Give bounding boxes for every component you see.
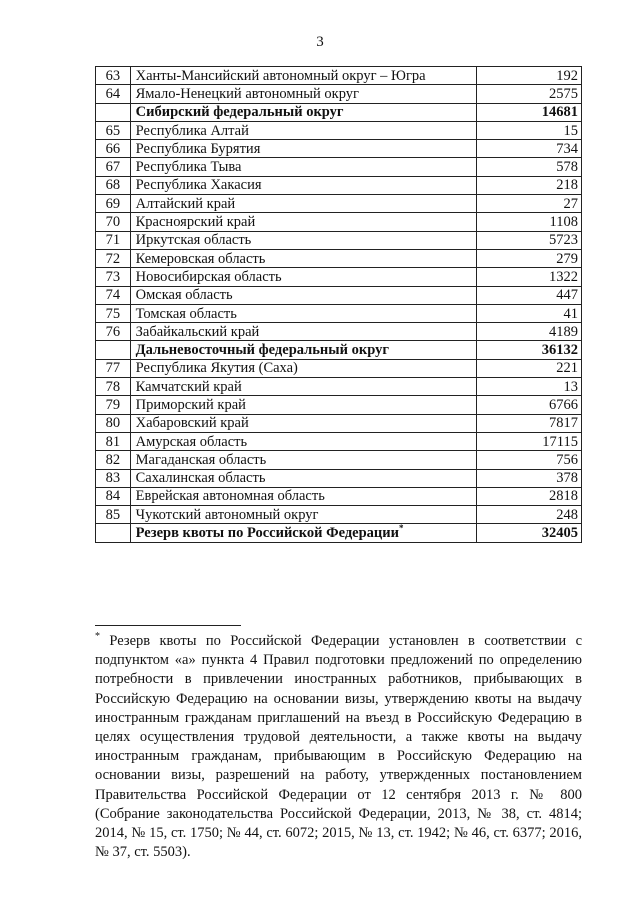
table-row — [96, 506, 582, 524]
row-number: 69 — [96, 195, 131, 213]
quota-value: 1108 — [477, 213, 582, 231]
table-row — [96, 176, 582, 194]
region-name-cell — [130, 103, 476, 121]
region-name-cell — [130, 121, 476, 139]
region-name-cell — [130, 286, 476, 304]
row-number: 85 — [96, 506, 131, 524]
quota-value: 41 — [477, 304, 582, 322]
region-name-cell — [130, 524, 476, 542]
page-number: 3 — [316, 34, 324, 50]
row-number: 78 — [96, 378, 131, 396]
region-name: Хабаровский край — [135, 415, 249, 432]
region-name: Камчатский край — [135, 378, 242, 395]
row-number: 83 — [96, 469, 131, 487]
row-number: 66 — [96, 140, 131, 158]
table-row — [96, 67, 582, 85]
quota-value: 279 — [477, 249, 582, 267]
region-name: Иркутская область — [135, 232, 252, 249]
region-name-cell — [130, 451, 476, 469]
quota-value: 1322 — [477, 268, 582, 286]
footnote — [95, 632, 582, 862]
quota-value: 13 — [477, 378, 582, 396]
quota-value: 218 — [477, 176, 582, 194]
region-name: Кемеровская область — [135, 250, 266, 267]
table-row — [96, 249, 582, 267]
table-row — [96, 378, 582, 396]
region-name: Красноярский край — [135, 214, 256, 231]
table-row — [96, 121, 582, 139]
row-number: 82 — [96, 451, 131, 469]
region-name: Магаданская область — [135, 451, 267, 468]
region-name: Ханты-Мансийский автономный округ – Югра — [135, 67, 426, 84]
row-number: 84 — [96, 487, 131, 505]
row-number: 68 — [96, 176, 131, 194]
row-number: 77 — [96, 359, 131, 377]
region-name: Томская область — [135, 305, 237, 322]
row-number: 79 — [96, 396, 131, 414]
table-row — [96, 396, 582, 414]
row-number: 75 — [96, 304, 131, 322]
table-row — [96, 414, 582, 432]
row-number: 67 — [96, 158, 131, 176]
quota-value: 734 — [477, 140, 582, 158]
table-row-subtotal — [96, 103, 582, 121]
region-name-cell — [130, 249, 476, 267]
row-number: 80 — [96, 414, 131, 432]
table-row — [96, 268, 582, 286]
table-row — [96, 158, 582, 176]
footnote-text: Резерв квоты по Российской Федерации установлен в соответствии с подпунктом «а» пункта 4 Правил подготовки предложений по определению потребности в привлечении иностранных работников, прибывающих в Российскую Федерацию на основании визы, утверждению квоты на выдачу иностранным гражданам приглашений на въезд в Российскую Федерацию в целях осуществления трудовой деятельности, а также квоты на выдачу иностранным гражданам, прибывающим в Российскую Федерацию на основании визы, разрешений на работу, утвержденных постановлением Правительства Российской Федерации от 12 сентября 2013 г. № 800 (Собрание законодательства Российской Федерации, 2013, № 38, ст. 4814; 2014, № 15, ст. 1750; № 44, ст. 6072; 2015, № 13, ст. 1942; № 46, ст. 6377; 2016, № 37, ст. 5503). — [95, 633, 582, 861]
region-name-cell — [130, 359, 476, 377]
quota-value: 192 — [477, 67, 582, 85]
region-name-cell — [130, 506, 476, 524]
table-row — [96, 304, 582, 322]
region-name: Приморский край — [135, 396, 246, 413]
region-name-cell — [130, 378, 476, 396]
row-number: 71 — [96, 231, 131, 249]
quota-value: 36132 — [477, 341, 582, 359]
region-name: Забайкальский край — [135, 323, 260, 340]
region-name-cell — [130, 268, 476, 286]
quota-value: 4189 — [477, 323, 582, 341]
region-name: Алтайский край — [135, 195, 236, 212]
table-row — [96, 451, 582, 469]
quota-value: 32405 — [477, 524, 582, 542]
table-row — [96, 85, 582, 103]
region-name: Ямало-Ненецкий автономный округ — [135, 85, 359, 102]
region-name-cell — [130, 231, 476, 249]
table-row — [96, 213, 582, 231]
row-number — [96, 341, 131, 359]
region-name: Новосибирская область — [135, 268, 282, 285]
row-number: 72 — [96, 249, 131, 267]
quota-value: 5723 — [477, 231, 582, 249]
table-row-subtotal — [96, 524, 582, 542]
quota-value: 578 — [477, 158, 582, 176]
table-row — [96, 140, 582, 158]
table-row — [96, 359, 582, 377]
row-number: 81 — [96, 432, 131, 450]
quota-table — [95, 66, 582, 543]
region-name-cell — [130, 213, 476, 231]
quota-value: 17115 — [477, 432, 582, 450]
region-name: Республика Хакасия — [135, 177, 262, 194]
quota-value: 2818 — [477, 487, 582, 505]
region-name: Омская область — [135, 287, 233, 304]
table-row — [96, 323, 582, 341]
row-number: 76 — [96, 323, 131, 341]
row-number: 73 — [96, 268, 131, 286]
row-number — [96, 524, 131, 542]
table-row — [96, 487, 582, 505]
region-name-cell — [130, 323, 476, 341]
region-name-cell — [130, 414, 476, 432]
quota-value: 221 — [477, 359, 582, 377]
region-name-cell — [130, 469, 476, 487]
region-name-cell — [130, 195, 476, 213]
footnote-divider — [95, 625, 241, 626]
table-row — [96, 195, 582, 213]
quota-value: 14681 — [477, 103, 582, 121]
region-name-cell — [130, 67, 476, 85]
quota-value: 447 — [477, 286, 582, 304]
table-row — [96, 231, 582, 249]
quota-value: 6766 — [477, 396, 582, 414]
footnote-mark: * — [95, 631, 100, 643]
region-name-cell — [130, 341, 476, 359]
row-number: 64 — [96, 85, 131, 103]
quota-value: 756 — [477, 451, 582, 469]
quota-table-body — [96, 67, 582, 543]
region-name-cell — [130, 432, 476, 450]
row-number: 74 — [96, 286, 131, 304]
table-row-subtotal — [96, 341, 582, 359]
quota-value: 378 — [477, 469, 582, 487]
row-number: 63 — [96, 67, 131, 85]
row-number: 70 — [96, 213, 131, 231]
region-name: Республика Бурятия — [135, 140, 261, 157]
region-name: Чукотский автономный округ — [135, 506, 319, 523]
region-name-cell — [130, 304, 476, 322]
region-name-cell — [130, 396, 476, 414]
region-name: Республика Алтай — [135, 122, 249, 139]
region-name: Республика Тыва — [135, 159, 242, 176]
region-name: Еврейская автономная область — [135, 488, 325, 505]
region-name-cell — [130, 140, 476, 158]
region-name-cell — [130, 176, 476, 194]
quota-value: 2575 — [477, 85, 582, 103]
region-name-cell — [130, 158, 476, 176]
region-name: Резерв квоты по Российской Федерации — [135, 525, 399, 542]
region-name: Дальневосточный федеральный округ — [135, 342, 389, 359]
table-row — [96, 432, 582, 450]
region-name: Сибирский федеральный округ — [135, 104, 344, 121]
row-number: 65 — [96, 121, 131, 139]
region-name-cell — [130, 487, 476, 505]
quota-value: 7817 — [477, 414, 582, 432]
quota-value: 15 — [477, 121, 582, 139]
quota-value: 27 — [477, 195, 582, 213]
region-name-cell — [130, 85, 476, 103]
row-number — [96, 103, 131, 121]
table-row — [96, 469, 582, 487]
table-row — [96, 286, 582, 304]
quota-value: 248 — [477, 506, 582, 524]
region-name: Амурская область — [135, 433, 248, 450]
region-name: Республика Якутия (Саха) — [135, 360, 298, 377]
region-name: Сахалинская область — [135, 470, 266, 487]
footnote-reference: * — [398, 523, 404, 534]
